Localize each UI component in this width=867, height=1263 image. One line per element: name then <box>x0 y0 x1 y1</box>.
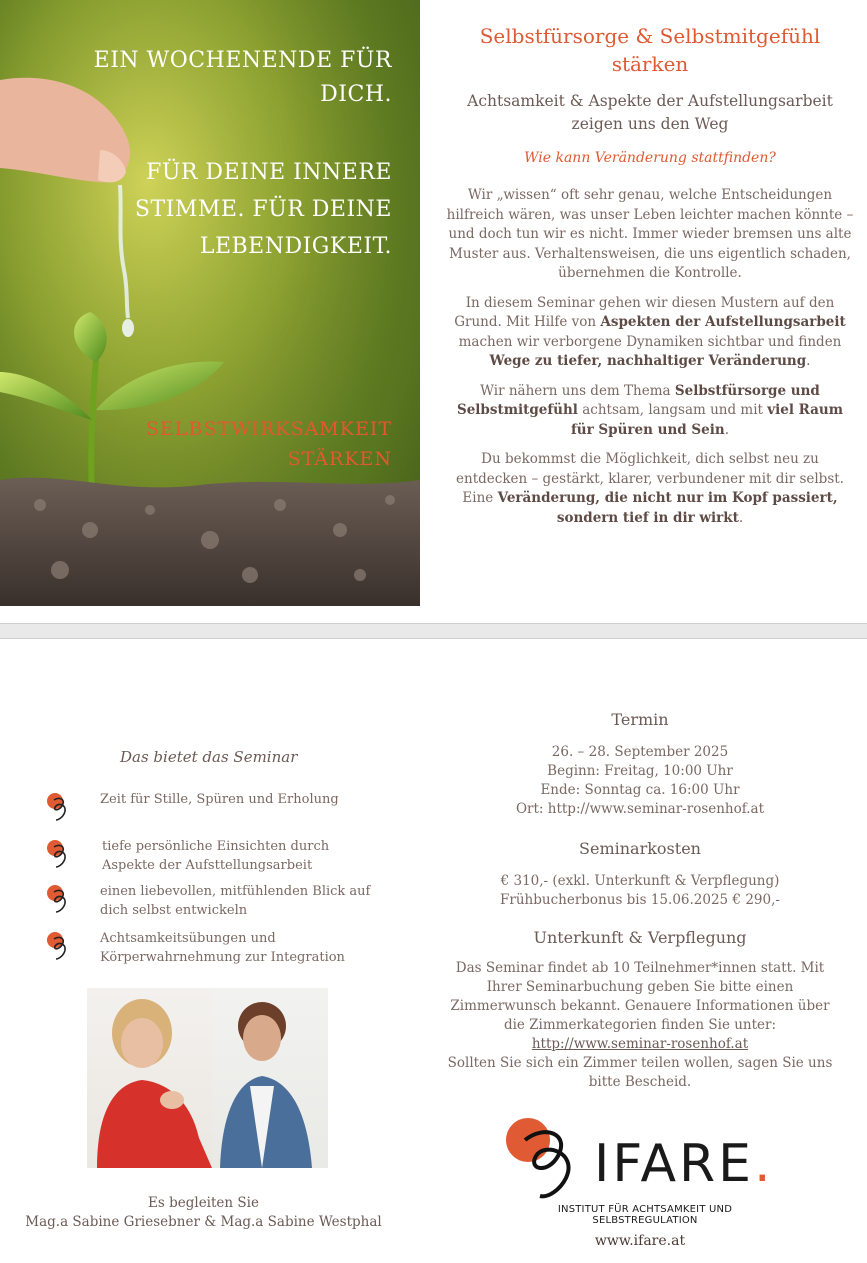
hero-image <box>0 0 420 606</box>
ifare-logo <box>500 1112 780 1226</box>
list-item: einen liebevollen, mitfühlenden Blick auf dich selbst entwickeln <box>40 882 380 920</box>
list-item: Achtsamkeitsübungen und Körperwahrnehmung zur Integration <box>40 929 380 967</box>
intro-paragraph-4: Du bekommst die Möglichkeit, dich selbst neu zu entdecken – gestärkt, klarer, verbundener mit dir selbst. Eine Veränderung, die nicht nur im Kopf passiert, sondern tief in dir wirkt. <box>456 451 844 526</box>
offer-title: Das bietet das Seminar <box>120 748 298 766</box>
intro-title: Selbstfürsorge & Selbstmitgefühl stärken <box>479 24 821 76</box>
ifare-bullet-icon <box>44 882 80 918</box>
intro-paragraph-2: In diesem Seminar gehen wir diesen Mustern auf den Grund. Mit Hilfe von Aspekten der Aufstellungsarbeit machen wir verborgene Dynamiken sichtbar und finden Wege zu tiefer, nachhaltiger Veränderung. <box>454 294 846 369</box>
photo-sabine-griesebner <box>87 988 212 1168</box>
logo-subtitle: INSTITUT FÜR ACHTSAMKEIT UND SELBSTREGULATION <box>557 1204 733 1226</box>
kosten-heading: Seminarkosten <box>579 839 701 858</box>
list-item: tiefe persönliche Einsichten durch Aspekte der Aufsttellungsarbeit <box>40 837 380 875</box>
hero-headline: EIN WOCHENENDE FÜR DICH. <box>93 48 392 107</box>
hero-accent-text: SELBSTWIRKSAMKEIT STÄRKEN <box>145 418 392 470</box>
ifare-logo-mark-icon <box>500 1112 600 1202</box>
website-link[interactable]: www.ifare.at <box>594 1233 686 1249</box>
kosten-details: € 310,- (exkl. Unterkunft & Verpflegung) Frühbucherbonus bis 15.06.2025 € 290,- <box>500 873 780 908</box>
info-section <box>445 710 835 1092</box>
accompaniment <box>0 1194 407 1232</box>
intro-question: Wie kann Veränderung stattfinden? <box>524 150 776 166</box>
ifare-bullet-icon <box>44 929 80 965</box>
accompaniment-label: Es begleiten Sie <box>148 1195 259 1211</box>
accompaniment-names: Mag.a Sabine Griesebner & Mag.a Sabine Westphal <box>25 1214 382 1230</box>
logo-wordmark: IFARE. <box>594 1134 774 1194</box>
intro-paragraph-3: Wir nähern uns dem Thema Selbstfürsorge und Selbstmitgefühl achtsam, langsam und mit viel Raum für Spüren und Sein. <box>456 382 844 438</box>
ifare-bullet-icon <box>44 790 80 826</box>
photo-sabine-westphal <box>212 988 328 1168</box>
hero-tagline: FÜR DEINE INNERE STIMME. FÜR DEINE LEBENDIGKEIT. <box>134 160 392 259</box>
unterkunft-heading: Unterkunft & Verpflegung <box>533 928 747 947</box>
page-divider <box>0 623 867 639</box>
intro-paragraph-1: Wir „wissen“ oft sehr genau, welche Entscheidungen hilfreich wären, was unser Leben leichter machen könnte – und doch tun wir es nicht. Immer wieder bremsen uns alte Muster aus. Verhaltensweisen, die uns eigentlich schaden, übernehmen die Kontrolle. <box>446 187 854 281</box>
rosenhof-link[interactable]: http://www.seminar-rosenhof.at <box>531 1036 749 1052</box>
intro-section <box>445 0 855 528</box>
intro-subtitle: Achtsamkeit & Aspekte der Aufstellungsarbeit zeigen uns den Weg <box>467 92 833 133</box>
termin-heading: Termin <box>611 710 669 729</box>
unterkunft-details: Das Seminar findet ab 10 Teilnehmer*innen statt. Mit Ihrer Seminarbuchung geben Sie bitte einen Zimmerwunsch bekannt. Genauere Informationen über die Zimmerkategorien finden Sie unter: http://www.seminar-rosenhof.at Sollten Sie sich ein Zimmer teilen wollen, sagen Sie uns bitte Bescheid. <box>447 960 833 1090</box>
list-item: Zeit für Stille, Spüren und Erholung <box>40 790 380 809</box>
termin-details: 26. – 28. September 2025 Beginn: Freitag, 10:00 Uhr Ende: Sonntag ca. 16:00 Uhr Ort: http://www.seminar-rosenhof.at <box>515 744 765 817</box>
ifare-bullet-icon <box>44 837 80 873</box>
